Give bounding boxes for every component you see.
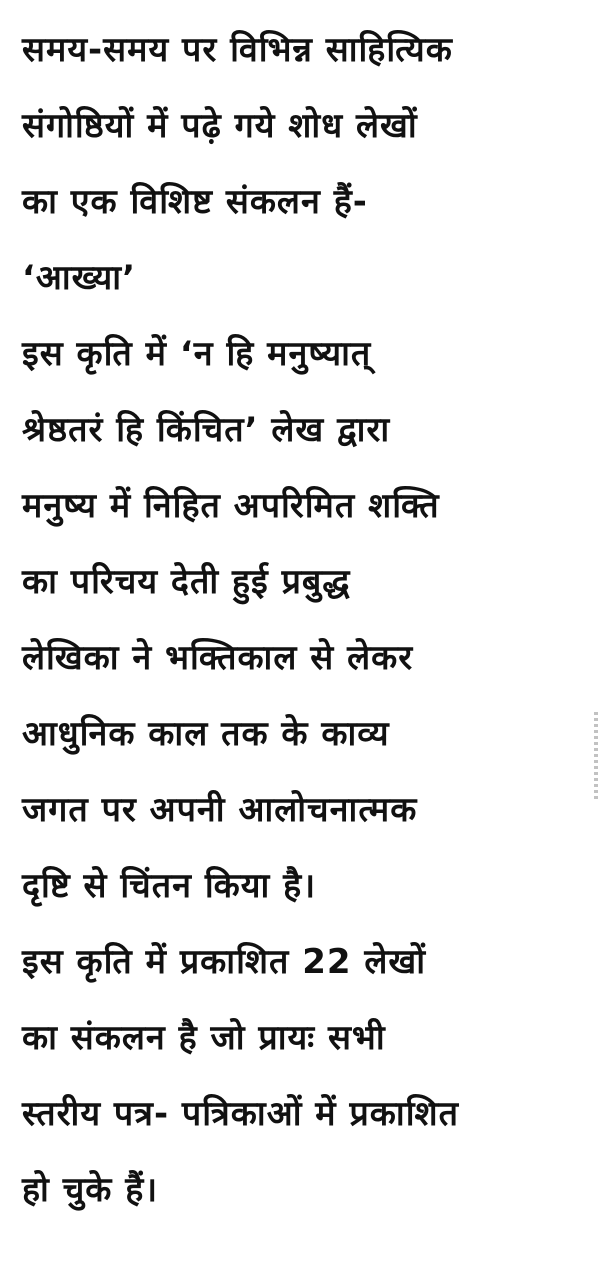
text-line: स्तरीय पत्र- पत्रिकाओं में प्रकाशित [22,1094,460,1134]
text-line: संगोष्ठियों में पढ़े गये शोध लेखों [22,106,418,146]
text-line: ‘आख्या’ [22,258,136,298]
text-line: इस कृति में प्रकाशित 22 लेखों [22,942,427,982]
text-line: का संकलन है जो प्रायः सभी [22,1018,386,1058]
hindi-text-block [22,22,592,1238]
text-line: आधुनिक काल तक के काव्य [22,714,390,754]
text-line: का परिचय देती हुई प्रबुद्ध [22,562,351,602]
text-line: मनुष्य में निहित अपरिमित शक्ति [22,486,440,526]
text-line: जगत पर अपनी आलोचनात्मक [22,790,418,830]
text-line: समय-समय पर विभिन्न साहित्यिक [22,30,453,70]
text-line: श्रेष्ठतरं हि किंचित’ लेख द्वारा [22,410,391,450]
text-line: दृष्टि से चिंतन किया है। [22,866,317,906]
text-line: इस कृति में ‘न हि मनुष्यात् [22,334,372,374]
scan-edge-artifact [594,712,598,802]
text-line: हो चुके हैं। [22,1170,159,1210]
text-line: का एक विशिष्ट संकलन हैं- [22,182,368,222]
text-line: लेखिका ने भक्तिकाल से लेकर [22,638,414,678]
